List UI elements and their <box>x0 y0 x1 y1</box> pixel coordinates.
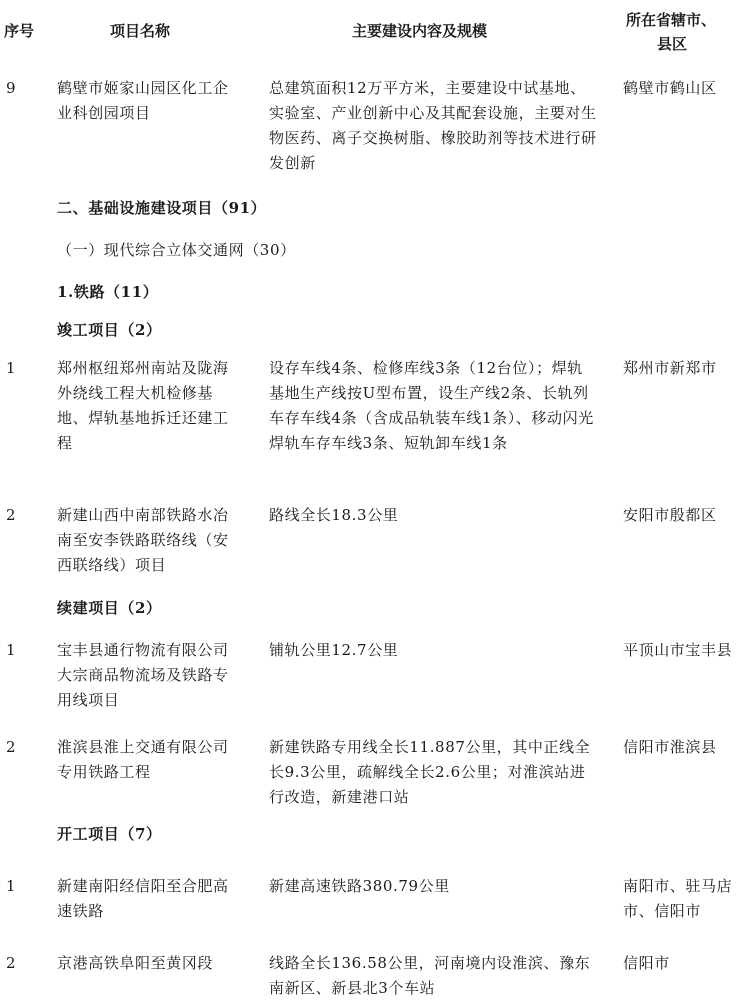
continued-row-2-location: 信阳市淮滨县 <box>623 738 717 756</box>
completed-row-1-content: 设存车线4条、检修库线3条（12台位）；焊轨基地生产线按U型布置，设生产线2条、长轨列车存车线4条（含成品轨装车线1条）、移动闪光焊轨车存车线3条、短轨卸车线1条 <box>269 359 594 452</box>
completed-row-2-location: 安阳市殷都区 <box>623 506 717 524</box>
completed-row-1-no: 1 <box>6 359 17 377</box>
row-top-name: 鹤壁市姬家山园区化工企业科创园项目 <box>57 79 229 122</box>
started-row-2-no: 2 <box>6 954 17 972</box>
started-row-1-no: 1 <box>6 877 17 895</box>
started-row-2-content: 线路全长136.58公里，河南境内设淮滨、豫东南新区、新县北3个车站 <box>269 954 591 997</box>
header-location-line2: 县区 <box>657 35 688 53</box>
completed-row-1-name: 郑州枢纽郑州南站及陇海外绕线工程大机检修基地、焊轨基地拆迁还建工程 <box>57 359 229 452</box>
completed-row-2-no: 2 <box>6 506 17 524</box>
header-no: 序号 <box>4 22 35 40</box>
started-row-2-location: 信阳市 <box>623 954 670 972</box>
started-row-1-content: 新建高速铁路380.79公里 <box>269 877 450 895</box>
header-name: 项目名称 <box>110 22 171 40</box>
started-row-1-location: 南阳市、驻马店市、信阳市 <box>623 877 733 920</box>
section-started: 开工项目（7） <box>57 825 162 843</box>
section-transport: （一）现代综合立体交通网（30） <box>57 241 296 259</box>
continued-row-1-location: 平顶山市宝丰县 <box>623 641 733 659</box>
continued-row-2-no: 2 <box>6 738 17 756</box>
continued-row-1-no: 1 <box>6 641 17 659</box>
completed-row-2-content: 路线全长18.3公里 <box>269 506 399 524</box>
row-top-content: 总建筑面积12万平方米，主要建设中试基地、实验室、产业创新中心及其配套设施，主要对生物医药、离子交换树脂、橡胶助剂等技术进行研发创新 <box>269 79 597 172</box>
section-continued: 续建项目（2） <box>57 599 162 617</box>
continued-row-2-name: 淮滨县淮上交通有限公司专用铁路工程 <box>57 738 229 781</box>
started-row-2-name: 京港高铁阜阳至黄冈段 <box>57 954 214 972</box>
row-top-location: 鹤壁市鹤山区 <box>623 79 717 97</box>
section-completed: 竣工项目（2） <box>57 321 162 339</box>
completed-row-2-name: 新建山西中南部铁路水冶南至安李铁路联络线（安西联络线）项目 <box>57 506 229 574</box>
completed-row-1-location: 郑州市新郑市 <box>623 359 717 377</box>
header-content: 主要建设内容及规模 <box>352 22 488 40</box>
continued-row-1-content: 铺轨公里12.7公里 <box>269 641 399 659</box>
section-infra: 二、基础设施建设项目（91） <box>57 199 267 217</box>
section-railway: 1.铁路（11） <box>57 283 159 301</box>
row-top-no: 9 <box>6 79 17 97</box>
started-row-1-name: 新建南阳经信阳至合肥高速铁路 <box>57 877 229 920</box>
continued-row-2-content: 新建铁路专用线全长11.887公里，其中正线全长9.3公里，疏解线全长2.6公里；对淮滨站进行改造，新建港口站 <box>269 738 591 806</box>
header-location-line1: 所在省辖市、 <box>626 11 717 29</box>
continued-row-1-name: 宝丰县通行物流有限公司大宗商品物流场及铁路专用线项目 <box>57 641 229 709</box>
